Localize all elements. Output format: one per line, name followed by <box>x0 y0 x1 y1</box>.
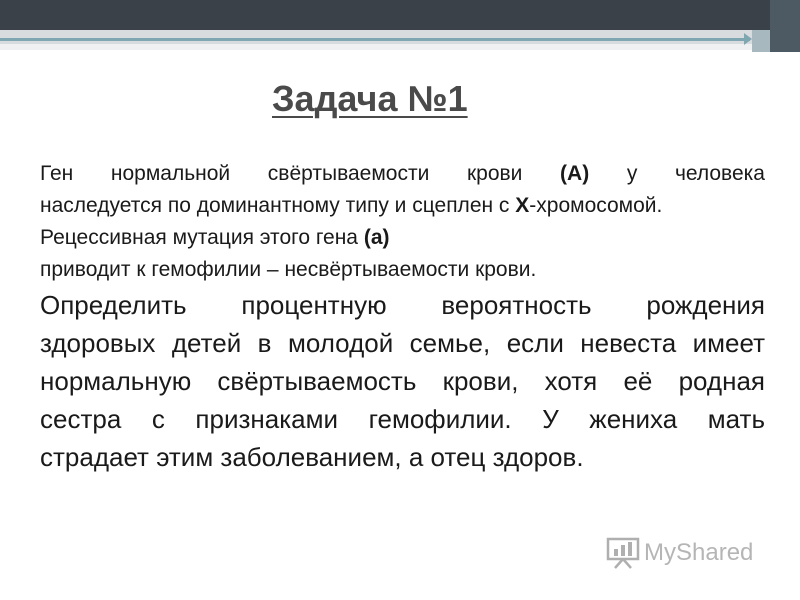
x-chromosome-label: Х <box>515 194 530 217</box>
condition-line-2-end: -хромосомой. <box>529 194 663 217</box>
condition-line-4: приводит к гемофилии – несвёртываемости крови. <box>40 258 537 281</box>
condition-line-1-text: Ген нормальной свёртываемости крови <box>40 162 561 185</box>
presentation-board-icon <box>606 537 640 569</box>
slide-title: Задача №1 <box>272 78 468 119</box>
condition-line-2-text: наследуется по доминантному типу и сцеплен с <box>40 194 516 217</box>
condition-line-2 <box>40 190 765 222</box>
question-line-5: страдает этим заболеванием, а отец здоров. <box>40 442 584 472</box>
header-shadow-bar <box>0 44 780 50</box>
condition-line-3 <box>40 222 765 254</box>
condition-paragraph <box>40 158 765 286</box>
header-right-dark-block <box>770 0 800 52</box>
condition-line-1-end: у человека <box>589 162 765 185</box>
header-light-bar <box>0 30 800 44</box>
recessive-allele-label: (а) <box>363 226 390 249</box>
question-line-2: здоровых детей в молодой семье, если невеста имеет <box>40 328 765 358</box>
condition-line-1 <box>40 158 765 190</box>
watermark-text: MyShared <box>644 539 754 566</box>
question-line-4: сестра с признаками гемофилии. У жениха мать <box>40 404 765 434</box>
header-accent-line <box>0 38 750 41</box>
question-paragraph <box>40 286 765 476</box>
watermark <box>606 536 766 570</box>
question-line-3: нормальную свёртываемость крови, хотя её родная <box>40 366 765 396</box>
dominant-allele-label: (А) <box>560 162 590 185</box>
header-dark-bar <box>0 0 800 30</box>
condition-line-3-text: Рецессивная мутация этого гена <box>40 226 364 249</box>
header-accent-arrow <box>744 33 752 45</box>
question-line-1: Определить процентную вероятность рождения <box>40 290 765 320</box>
